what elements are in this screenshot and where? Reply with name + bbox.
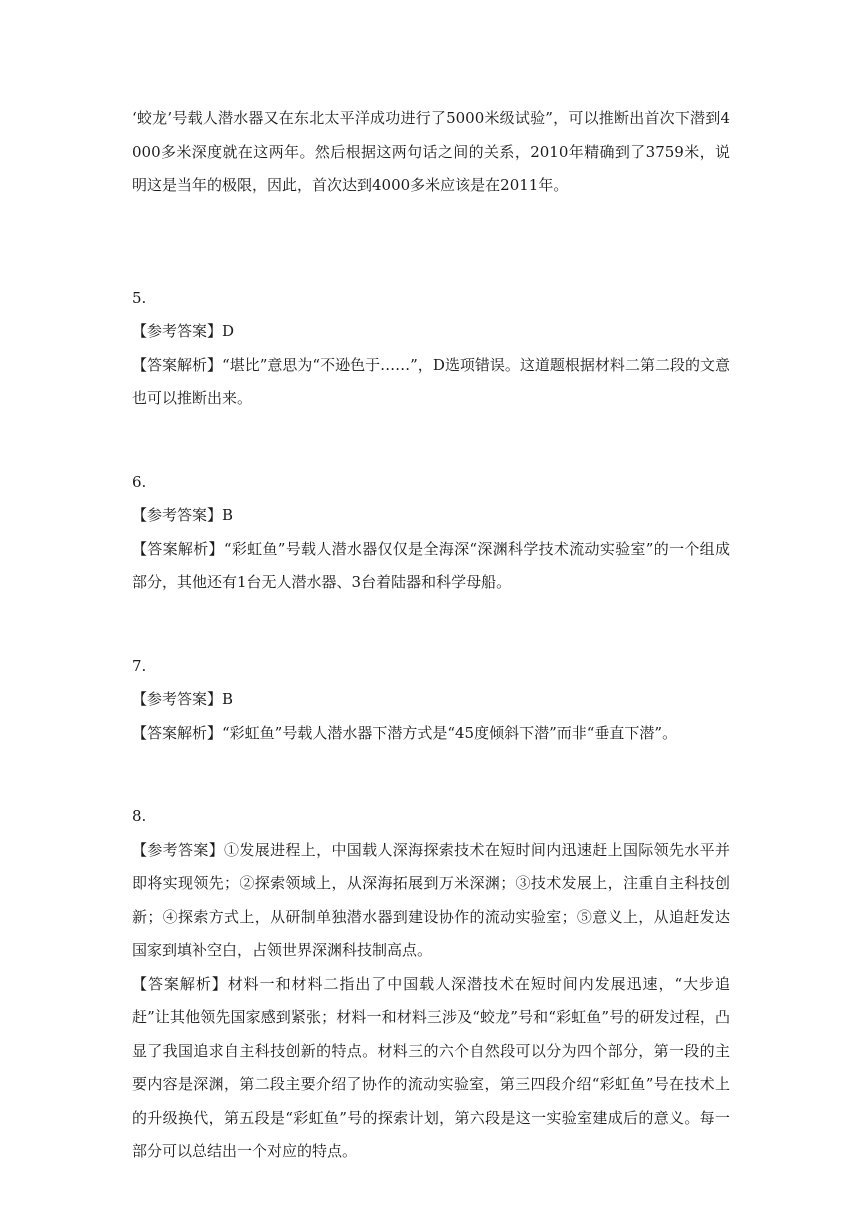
question-8 xyxy=(132,800,730,1169)
spacer xyxy=(132,750,730,800)
spacer xyxy=(132,416,730,466)
spacer xyxy=(132,203,730,282)
question-number: 7. xyxy=(132,656,147,675)
answer-analysis: 【答案解析】“彩虹鱼”号载人潜水器仅仅是全海深“深渊科学技术流动实验室”的一个组成部分，其他还有1台无人潜水器、3台着陆器和科学母船。 xyxy=(132,539,730,591)
answer-analysis: 【答案解析】“彩虹鱼”号载人潜水器下潜方式是“45度倾斜下潜”而非“垂直下潜”。 xyxy=(132,723,678,742)
question-7 xyxy=(132,650,730,751)
spacer xyxy=(132,600,730,650)
question-5 xyxy=(132,282,730,416)
reference-answer: 【参考答案】①发展进程上，中国载人深海探索技术在短时间内迅速赶上国际领先水平并即将实现领先；②探索领域上，从深海拓展到万米深渊；③技术发展上，注重自主科技创新；④探索方式上，从研制单独潜水器到建设协作的流动实验室；⑤意义上，从追赶发达国家到填补空白，占领世界深渊科技制高点。 xyxy=(132,840,730,959)
question-number: 5. xyxy=(132,288,147,307)
reference-answer: 【参考答案】B xyxy=(132,690,234,708)
question-6 xyxy=(132,466,730,600)
question-number: 6. xyxy=(132,472,147,491)
reference-answer: 【参考答案】D xyxy=(132,322,235,340)
question-number: 8. xyxy=(132,807,147,825)
answer-analysis: 【答案解析】“堪比”意思为“不逊色于……”，D选项错误。这道题根据材料二第二段的文意也可以推断出来。 xyxy=(132,355,730,407)
reference-answer: 【参考答案】B xyxy=(132,506,234,524)
document-content xyxy=(132,102,730,1169)
answer-analysis: 【答案解析】材料一和材料二指出了中国载人深潜技术在短时间内发展迅速，“大步追赶”让其他领先国家感到紧张；材料一和材料三涉及“蛟龙”号和“彩虹鱼”号的研发过程，凸显了我国追求自主科技创新的特点。材料三的六个自然段可以分为四个部分，第一段的主要内容是深渊，第二段主要介绍了协作的流动实验室，第三四段介绍“彩虹鱼”号在技术上的升级换代，第五段是“彩虹鱼”号的探索计划，第六段是这一实验室建成后的意义。每一部分可以总结出一个对应的特点。 xyxy=(132,974,730,1160)
intro-paragraph: ‘蛟龙’号载人潜水器又在东北太平洋成功进行了5000米级试验”，可以推断出首次下潜到4000多米深度就在这两年。然后根据这两句话之间的关系，2010年精确到了3759米，说明这是当年的极限，因此，首次达到4000多米应该是在2011年。 xyxy=(132,109,730,194)
